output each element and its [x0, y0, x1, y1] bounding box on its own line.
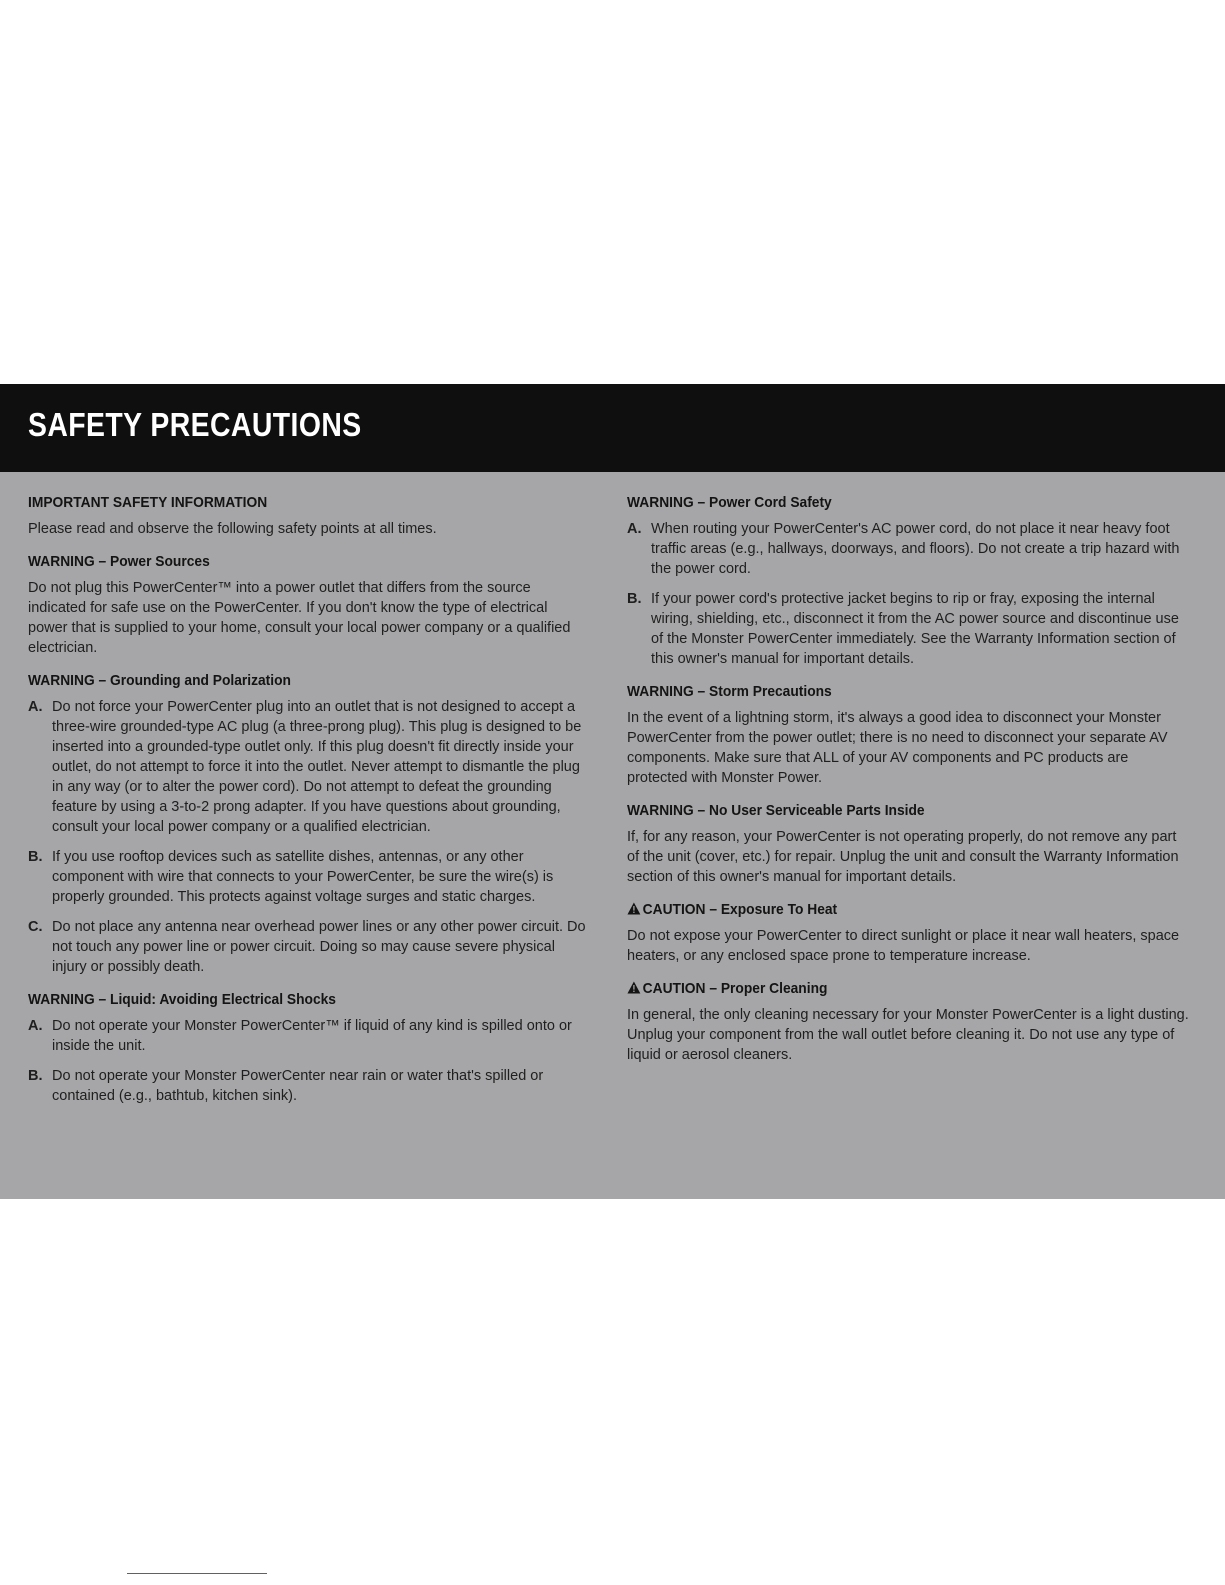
- section-grounding: [28, 672, 588, 977]
- section-heading-text: CAUTION – Proper Cleaning: [642, 980, 828, 997]
- item-letter: B.: [28, 1068, 43, 1084]
- page-title: SAFETY PRECAUTIONS: [28, 406, 362, 443]
- section-heading: WARNING – No User Serviceable Parts Inside: [627, 802, 925, 819]
- item-text: Do not force your PowerCenter plug into an outlet that is not designed to accept a three-wire grounded-type AC plug (a three-prong plug). This plug is designed to be inserted into a grounded-type outlet only. If this plug doesn't fit directly inside your outlet, do not attempt to force it into the outlet. Never attempt to dismantle the plug in any way (or to alter the power cord). Do not attempt to defeat the grounding feature by using a 3-to-2 prong adapter. If you have questions about grounding, consult your local power company or a qualified electrician.: [52, 699, 582, 835]
- list-item: [627, 589, 1192, 669]
- section-body: In general, the only cleaning necessary for your Monster PowerCenter is a light dusting. Unplug your component from the wall outlet before cleaning it. Do not use any type of liquid or aerosol cleaners.: [627, 1007, 1189, 1063]
- section-heading: [627, 980, 1147, 997]
- section-heading: WARNING – Liquid: Avoiding Electrical Shocks: [28, 991, 336, 1008]
- section-body: In the event of a lightning storm, it's always a good idea to disconnect your Monster PowerCenter from the power outlet; there is no need to disconnect your separate AV components. Make sure that ALL of your AV components and PC products are protected with Monster Power.: [627, 710, 1168, 786]
- right-column: [627, 494, 1192, 1079]
- section-heading: WARNING – Power Cord Safety: [627, 494, 832, 511]
- list-item: [28, 917, 588, 977]
- item-letter: A.: [28, 699, 43, 715]
- list-item: [28, 697, 588, 837]
- section-important-safety-info: [28, 494, 588, 539]
- section-power-sources: [28, 553, 588, 658]
- header-bar: [0, 384, 1225, 472]
- item-letter: A.: [627, 521, 642, 537]
- section-heading: IMPORTANT SAFETY INFORMATION: [28, 494, 268, 511]
- section-no-user-parts: [627, 802, 1192, 887]
- section-heading: [627, 901, 1147, 918]
- section-body: Do not expose your PowerCenter to direct sunlight or place it near wall heaters, space heaters, or any enclosed space prone to temperature increase.: [627, 928, 1180, 964]
- item-text: If you use rooftop devices such as satellite dishes, antennas, or any other component with wire that connects to your PowerCenter, be sure the wire(s) is properly grounded. This protects against voltage surges and static charges.: [52, 849, 554, 905]
- divider-line: [127, 1573, 267, 1574]
- list-item: [28, 1016, 588, 1056]
- list-item: [28, 1066, 588, 1106]
- section-liquid: [28, 991, 588, 1106]
- list-item: [28, 847, 588, 907]
- item-letter: C.: [28, 919, 43, 935]
- section-heading: WARNING – Storm Precautions: [627, 683, 832, 700]
- section-body: Please read and observe the following safety points at all times.: [28, 521, 437, 537]
- section-heading-text: CAUTION – Exposure To Heat: [642, 901, 838, 918]
- item-text: Do not operate your Monster PowerCenter™ if liquid of any kind is spilled onto or inside the unit.: [52, 1018, 572, 1054]
- section-body: Do not plug this PowerCenter™ into a power outlet that differs from the source indicated for safe use on the PowerCenter. If you don't know the type of electrical power that is supplied to your home, consult your local power company or a qualified electrician.: [28, 580, 571, 656]
- list-item: [627, 519, 1192, 579]
- caution-triangle-icon: [627, 981, 641, 994]
- item-letter: A.: [28, 1018, 43, 1034]
- section-cleaning: [627, 980, 1192, 1065]
- item-text: If your power cord's protective jacket begins to rip or fray, exposing the internal wiring, shielding, etc., disconnect it from the AC power source and discontinue use of the Monster PowerCenter immediately. See the Warranty Information section of this owner's manual for important details.: [651, 591, 1179, 667]
- item-letter: B.: [627, 591, 642, 607]
- item-text: When routing your PowerCenter's AC power cord, do not place it near heavy foot traffic areas (e.g., hallways, doorways, and floors). Do not create a trip hazard with the power cord.: [651, 521, 1180, 577]
- item-text: Do not place any antenna near overhead power lines or any other power circuit. Do not touch any power line or power circuit. Doing so may cause severe physical injury or possibly death.: [52, 919, 586, 975]
- section-body: If, for any reason, your PowerCenter is not operating properly, do not remove any part of the unit (cover, etc.) for repair. Unplug the unit and consult the Warranty Information section of this owner's manual for important details.: [627, 829, 1179, 885]
- section-heading: WARNING – Grounding and Polarization: [28, 672, 291, 689]
- section-heat: [627, 901, 1192, 966]
- left-column: [28, 494, 588, 1120]
- section-heading: WARNING – Power Sources: [28, 553, 210, 570]
- safety-panel: [0, 384, 1225, 1199]
- section-power-cord: [627, 494, 1192, 669]
- item-letter: B.: [28, 849, 43, 865]
- caution-triangle-icon: [627, 902, 641, 915]
- section-storm: [627, 683, 1192, 788]
- item-text: Do not operate your Monster PowerCenter near rain or water that's spilled or contained (e.g., bathtub, kitchen sink).: [52, 1068, 544, 1104]
